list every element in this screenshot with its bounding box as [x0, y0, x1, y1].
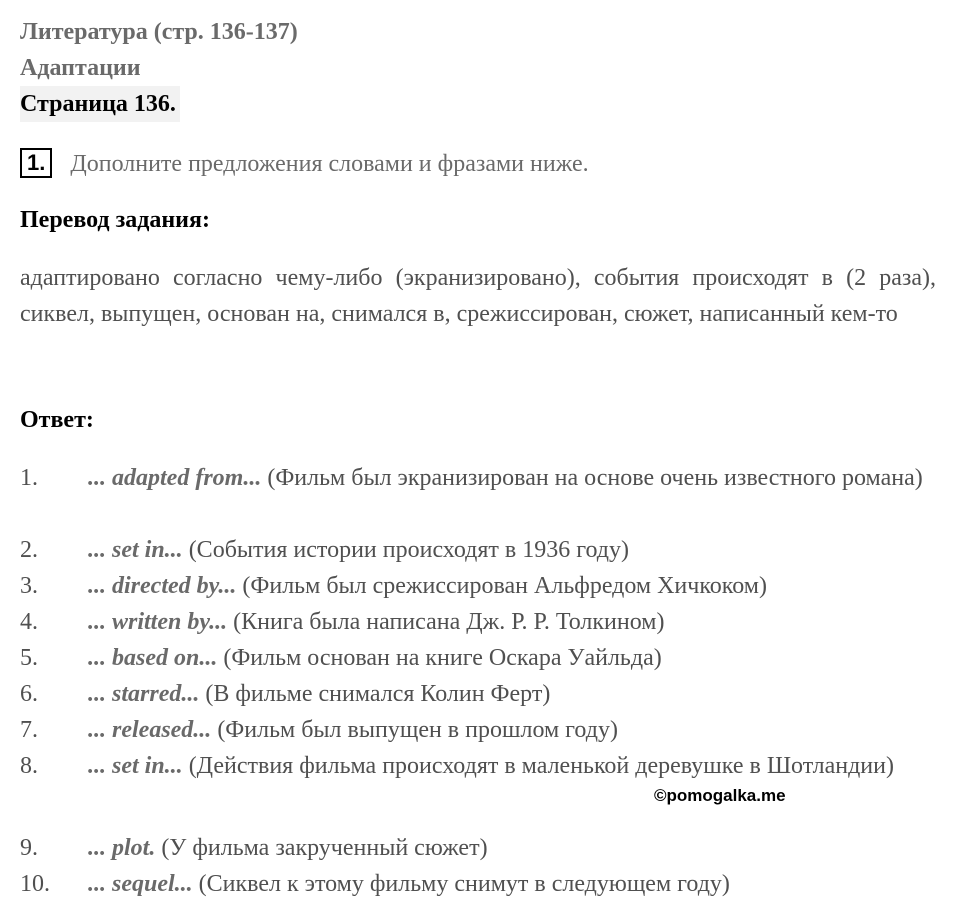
- answer-number: 9.: [20, 835, 38, 861]
- page-number-title: Страница 136.: [20, 86, 180, 122]
- answer-explanation: (Фильм был срежиссирован Альфредом Хичкоком): [242, 573, 767, 599]
- answer-explanation: (Фильм был экранизирован на основе очень известного романа): [267, 465, 923, 491]
- answer-number: 10.: [20, 871, 50, 897]
- answer-phrase: ... directed by...: [88, 573, 237, 599]
- answer-item: [20, 568, 936, 604]
- answer-explanation: (Действия фильма происходят в маленькой деревушке в Шотландии): [188, 753, 894, 779]
- answer-explanation: (События истории происходят в 1936 году): [188, 537, 629, 563]
- answer-item: [20, 712, 936, 748]
- watermark: ©pomogalka.me: [654, 786, 786, 805]
- answer-phrase: ... written by...: [88, 609, 228, 635]
- answer-phrase: ... sequel...: [88, 871, 193, 897]
- translation-text: адаптировано согласно чему-либо (экранизировано), события происходят в (2 раза), сиквел, выпущен, основан на, снимался в, срежиссирован, сюжет, написанный кем-то: [20, 265, 936, 327]
- answer-phrase: ... starred...: [88, 681, 200, 707]
- topic-title: Адаптации: [20, 55, 141, 81]
- answer-phrase: ... based on...: [88, 645, 218, 671]
- answer-number: 8.: [20, 753, 38, 779]
- answer-item: [20, 866, 936, 902]
- answer-number: 3.: [20, 573, 38, 599]
- answer-number: 1.: [20, 465, 38, 491]
- answer-number: 2.: [20, 537, 38, 563]
- answer-explanation: (В фильме снимался Колин Ферт): [205, 681, 551, 707]
- answer-item: [20, 460, 936, 496]
- answer-item: [20, 748, 936, 784]
- answer-item: [20, 532, 936, 568]
- answer-number: 4.: [20, 609, 38, 635]
- answer-phrase: ... plot.: [88, 835, 156, 861]
- answer-phrase: ... released...: [88, 717, 212, 743]
- task-text: Дополните предложения словами и фразами ниже.: [70, 151, 589, 177]
- answer-phrase: ... set in...: [88, 753, 183, 779]
- answer-item: [20, 604, 936, 640]
- answer-heading: Ответ:: [20, 407, 94, 433]
- answer-number: 6.: [20, 681, 38, 707]
- answer-explanation: (Фильм основан на книге Оскара Уайльда): [223, 645, 662, 671]
- answer-explanation: (Фильм был выпущен в прошлом году): [217, 717, 618, 743]
- answer-item: [20, 830, 936, 866]
- answer-explanation: (Книга была написана Дж. Р. Р. Толкином): [233, 609, 665, 635]
- section-title: Литература (стр. 136-137): [20, 19, 298, 45]
- task-statement: [20, 146, 936, 182]
- answer-number: 7.: [20, 717, 38, 743]
- answer-explanation: (У фильма закрученный сюжет): [161, 835, 488, 861]
- answer-number: 5.: [20, 645, 38, 671]
- answer-item: [20, 676, 936, 712]
- answer-phrase: ... adapted from...: [88, 465, 262, 491]
- answer-explanation: (Сиквел к этому фильму снимут в следующем году): [198, 871, 730, 897]
- task-number-badge: 1.: [20, 148, 52, 178]
- answer-item: [20, 640, 936, 676]
- translation-heading: Перевод задания:: [20, 207, 210, 233]
- answer-phrase: ... set in...: [88, 537, 183, 563]
